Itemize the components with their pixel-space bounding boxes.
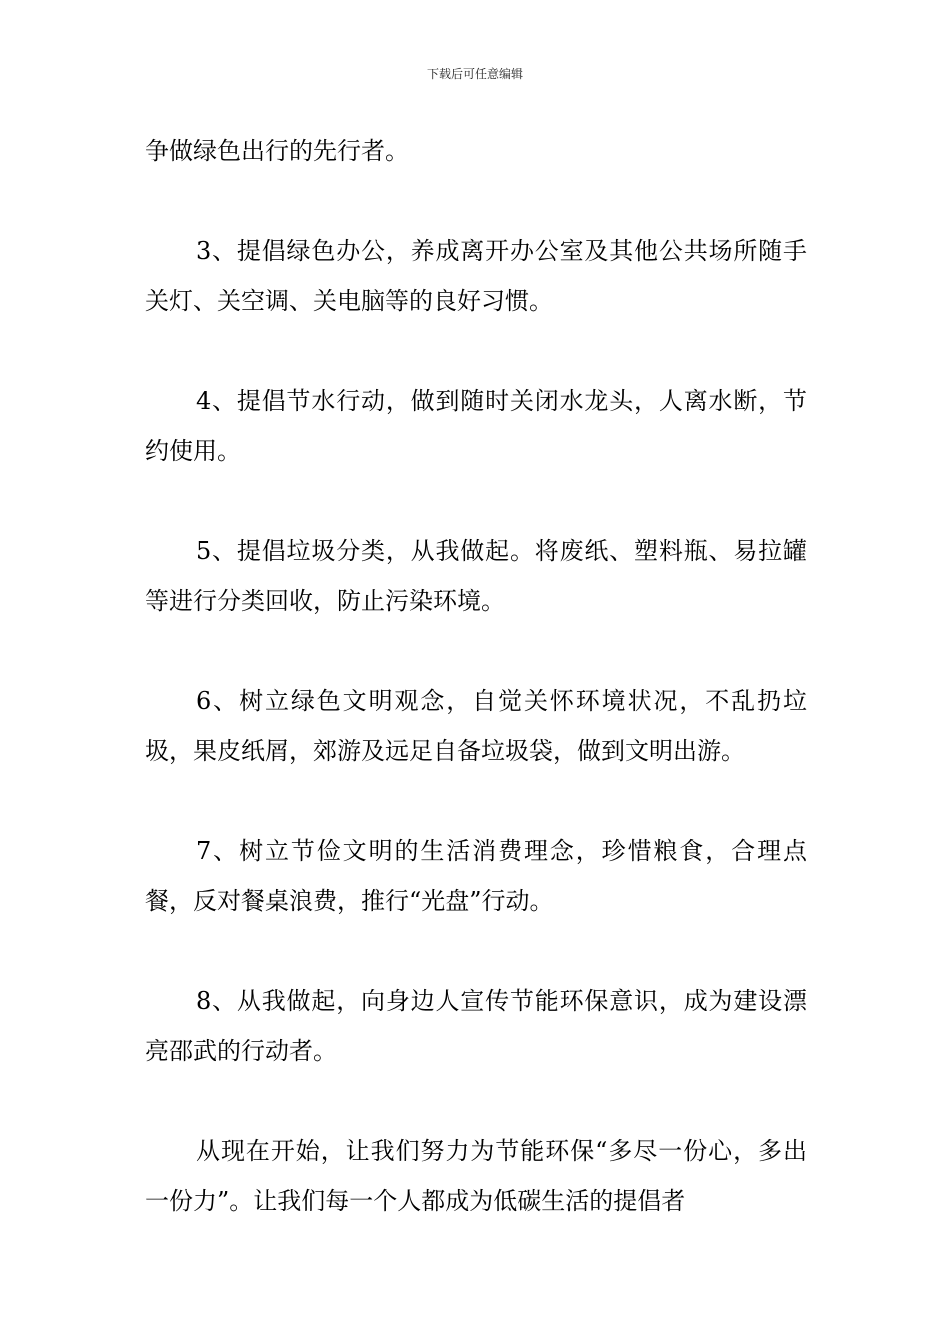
document-body [145, 126, 807, 1226]
paragraph-item-7: 7、树立节俭文明的生活消费理念，珍惜粮食，合理点餐，反对餐桌浪费，推行“光盘”行动。 [145, 837, 807, 915]
paragraph-gap [145, 1076, 807, 1126]
paragraph-item-3: 3、提倡绿色办公，养成离开办公室及其他公共场所随手关灯、关空调、关电脑等的良好习惯。 [145, 237, 807, 315]
paragraph-gap [145, 776, 807, 826]
paragraph-gap [145, 626, 807, 676]
paragraph-item-6: 6、树立绿色文明观念，自觉关怀环境状况，不乱扔垃圾，果皮纸屑，郊游及远足自备垃圾袋，做到文明出游。 [145, 687, 807, 765]
paragraph-continuation: 争做绿色出行的先行者。 [145, 137, 409, 165]
paragraph-item-4: 4、提倡节水行动，做到随时关闭水龙头，人离水断，节约使用。 [145, 387, 807, 465]
paragraph-gap [145, 176, 807, 226]
paragraph-item-5: 5、提倡垃圾分类，从我做起。将废纸、塑料瓶、易拉罐等进行分类回收，防止污染环境。 [145, 537, 807, 615]
header-note: 下载后可任意编辑 [426, 67, 523, 81]
paragraph-gap [145, 926, 807, 976]
paragraph-gap [145, 326, 807, 376]
paragraph-closing: 从现在开始，让我们努力为节能环保“多尽一份心，多出一份力”。让我们每一个人都成为低碳生活的提倡者 [145, 1137, 807, 1215]
paragraph-item-8: 8、从我做起，向身边人宣传节能环保意识，成为建设漂亮邵武的行动者。 [145, 987, 807, 1065]
paragraph-gap [145, 476, 807, 526]
